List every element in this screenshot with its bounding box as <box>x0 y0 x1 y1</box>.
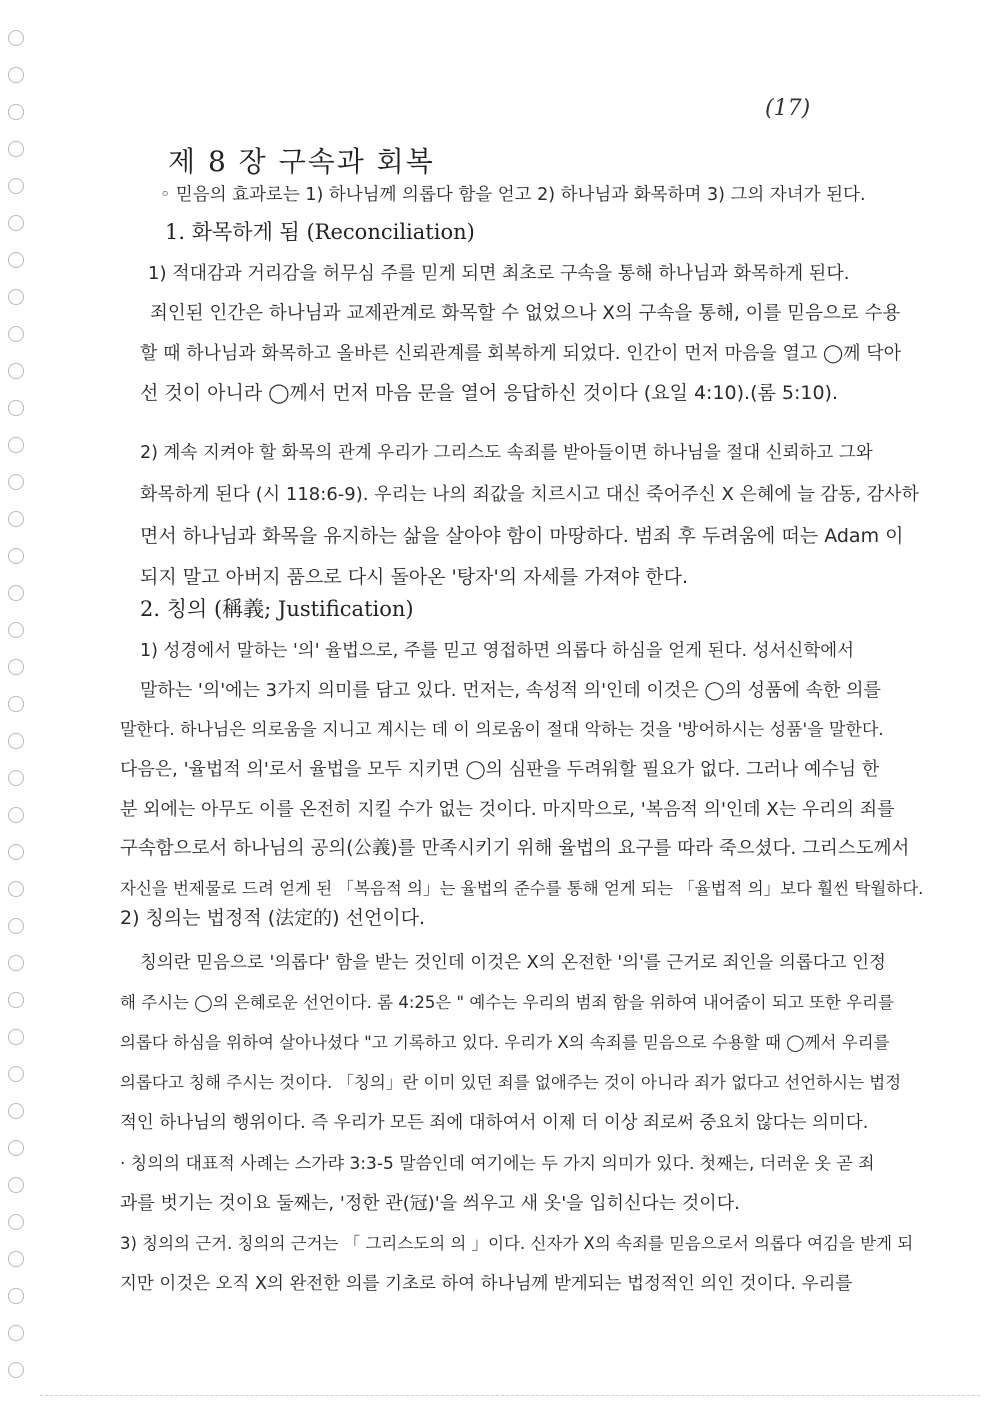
binder-hole <box>8 30 24 46</box>
binder-hole <box>8 807 24 823</box>
binder-hole <box>8 141 24 157</box>
binder-hole <box>8 844 24 860</box>
text-line: 구속함으로서 하나님의 공의(公義)를 만족시키기 위해 율법의 요구를 따라 죽으셨다. 그리스도께서 <box>120 838 910 859</box>
page-edge-line <box>40 1395 980 1396</box>
page-number: (17) <box>765 96 811 121</box>
text-line: 칭의란 믿음으로 '의롭다' 함을 받는 것인데 이것은 X의 온전한 '의'를 근거로 죄인을 의롭다고 인정 <box>140 953 886 973</box>
text-line: 자신을 번제물로 드려 얻게 된 「복음적 의」는 율법의 준수를 통해 얻게 되는 「율법적 의」보다 훨씬 탁월하다. <box>120 879 924 898</box>
text-line: 화목하게 된다 (시 118:6-9). 우리는 나의 죄값을 치르시고 대신 죽어주신 X 은혜에 늘 감동, 감사하 <box>140 484 919 505</box>
binder-hole <box>8 252 24 268</box>
binder-hole <box>8 1325 24 1341</box>
text-line: ◦ 믿음의 효과로는 1) 하나님께 의롭다 함을 얻고 2) 하나님과 화목하며 3) 그의 자녀가 된다. <box>160 185 866 205</box>
text-line: 선 것이 아니라 ◯께서 먼저 마음 문을 열어 응답하신 것이다 (요일 4:10).(롬 5:10). <box>140 382 839 404</box>
section-heading: 2. 칭의 (稱義; Justification) <box>140 597 414 621</box>
binder-hole <box>8 1103 24 1119</box>
text-line: 분 외에는 아무도 이를 온전히 지킬 수가 없는 것이다. 마지막으로, '복음적 의'인데 X는 우리의 죄를 <box>120 799 895 820</box>
binder-hole <box>8 992 24 1008</box>
binder-hole <box>8 622 24 638</box>
text-line: 다음은, '율법적 의'로서 율법을 모두 지키면 ◯의 심판을 두려워할 필요가 없다. 그러나 예수님 한 <box>120 759 880 780</box>
binder-hole <box>8 1251 24 1267</box>
binder-holes <box>8 30 32 1390</box>
binder-hole <box>8 289 24 305</box>
binder-hole <box>8 511 24 527</box>
binder-hole <box>8 437 24 453</box>
binder-hole <box>8 733 24 749</box>
binder-hole <box>8 770 24 786</box>
binder-hole <box>8 178 24 194</box>
binder-hole <box>8 1140 24 1156</box>
text-line: 해 주시는 ◯의 은혜로운 선언이다. 롬 4:25은 " 예수는 우리의 범죄 함을 위하여 내어줌이 되고 또한 우리를 <box>120 993 894 1012</box>
binder-hole <box>8 918 24 934</box>
binder-hole <box>8 326 24 342</box>
binder-hole <box>8 1029 24 1045</box>
binder-hole <box>8 400 24 416</box>
text-line: 말하는 '의'에는 3가지 의미를 담고 있다. 먼저는, 속성적 의'인데 이것은 ◯의 성품에 속한 의를 <box>140 680 881 701</box>
text-line: 2) 계속 지켜야 할 화목의 관계 우리가 그리스도 속죄를 받아들이면 하나님을 절대 신뢰하고 그와 <box>140 443 873 463</box>
section-heading: 1. 화목하게 됨 (Reconciliation) <box>165 220 475 244</box>
binder-hole <box>8 1177 24 1193</box>
binder-hole <box>8 67 24 83</box>
text-line: 2) 칭의는 법정적 (法定的) 선언이다. <box>120 907 426 929</box>
binder-hole <box>8 474 24 490</box>
text-line: 되지 말고 아버지 품으로 다시 돌아온 '탕자'의 자세를 가져야 한다. <box>140 566 689 588</box>
chapter-title: 제 8 장 구속과 회복 <box>168 145 435 178</box>
binder-hole <box>8 1066 24 1082</box>
text-line: · 칭의의 대표적 사례는 스가랴 3:3-5 말씀인데 여기에는 두 가지 의미가 있다. 첫째는, 더러운 옷 곧 죄 <box>120 1154 875 1174</box>
text-line: 적인 하나님의 행위이다. 즉 우리가 모든 죄에 대하여서 이제 더 이상 죄로써 중요치 않다는 의미다. <box>120 1113 869 1133</box>
text-line: 할 때 하나님과 화목하고 올바른 신뢰관계를 회복하게 되었다. 인간이 먼저 마음을 열고 ◯께 닥아 <box>140 343 901 364</box>
text-line: 의롭다 하심을 위하여 살아나셨다 "고 기록하고 있다. 우리가 X의 속죄를 믿음으로 수용할 때 ◯께서 우리를 <box>120 1033 890 1052</box>
binder-hole <box>8 659 24 675</box>
binder-hole <box>8 215 24 231</box>
binder-hole <box>8 1362 24 1378</box>
binder-hole <box>8 104 24 120</box>
binder-hole <box>8 696 24 712</box>
binder-hole <box>8 548 24 564</box>
text-line: 지만 이것은 오직 X의 완전한 의를 기초로 하여 하나님께 받게되는 법정적인 의인 것이다. 우리를 <box>120 1274 853 1294</box>
text-line: 1) 적대감과 거리감을 허무심 주를 믿게 되면 최초로 구속을 통해 하나님과 화목하게 된다. <box>148 263 850 284</box>
binder-hole <box>8 1288 24 1304</box>
text-line: 의롭다고 칭해 주시는 것이다. 「칭의」란 이미 있던 죄를 없애주는 것이 아니라 죄가 없다고 선언하시는 법정 <box>120 1073 902 1092</box>
binder-hole <box>8 881 24 897</box>
text-line: 과를 벗기는 것이요 둘째는, '정한 관(冠)'을 씌우고 새 옷'을 입히신다는 것이다. <box>120 1193 740 1214</box>
text-line: 죄인된 인간은 하나님과 교제관계로 화목할 수 없었으나 X의 구속을 통해, 이를 믿음으로 수용 <box>150 303 901 324</box>
text-line: 말한다. 하나님은 의로움을 지니고 계시는 데 이 의로움이 절대 악하는 것을 '방어하시는 성품'을 말한다. <box>120 720 884 740</box>
binder-hole <box>8 585 24 601</box>
text-line: 1) 성경에서 말하는 '의' 율법으로, 주를 믿고 영접하면 의롭다 하심을 얻게 된다. 성서신학에서 <box>140 641 855 661</box>
text-line: 면서 하나님과 화목을 유지하는 삶을 살아야 함이 마땅하다. 범죄 후 두려움에 떠는 Adam 이 <box>140 525 904 547</box>
binder-hole <box>8 363 24 379</box>
binder-hole <box>8 1214 24 1230</box>
binder-hole <box>8 955 24 971</box>
text-line: 3) 칭의의 근거. 칭의의 근거는 「 그리스도의 의 」이다. 신자가 X의 속죄를 믿음으로서 의롭다 여김을 받게 되 <box>120 1234 914 1253</box>
